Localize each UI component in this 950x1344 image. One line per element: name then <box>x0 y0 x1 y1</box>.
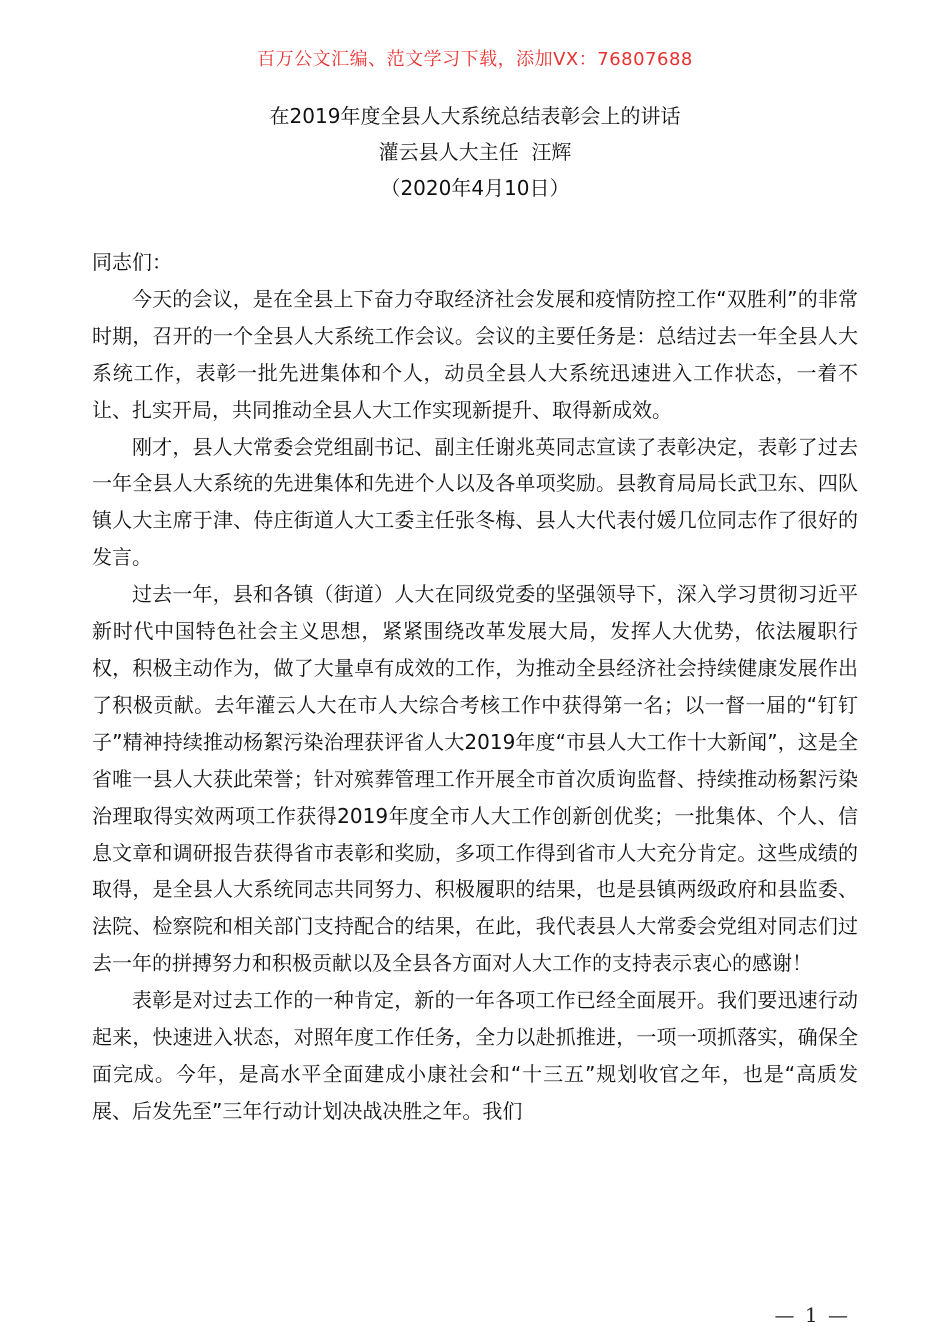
promo-banner: 百万公文汇编、范文学习下载，添加VX：76807688 <box>257 49 693 70</box>
speech-title: 在2019年度全县人大系统总结表彰会上的讲话 <box>269 104 681 128</box>
date-line: （2020年4月10日） <box>380 176 570 200</box>
paragraph: 今天的会议，是在全县上下奋力夺取经济社会发展和疫情防控工作“双胜利”的非常时期，召开的一个全县人大系统工作会议。会议的主要任务是：总结过去一年全县人大系统工作，表彰一批先进集体和个人，动员全县人大系统迅速进入工作状态，一着不让、扎实开局，共同推动全县人大工作实现新提升、取得新成效。 <box>92 286 858 422</box>
speech-body <box>92 244 858 1130</box>
greeting: 同志们： <box>92 250 172 274</box>
speaker-line: 灌云县人大主任 汪辉 <box>378 140 572 164</box>
page-number: — 1 — <box>774 1303 850 1327</box>
paragraph: 刚才，县人大常委会党组副书记、副主任谢兆英同志宣读了表彰决定，表彰了过去一年全县人大系统的先进集体和先进个人以及各单项奖励。县教育局局长武卫东、四队镇人大主席于津、侍庄街道人大工委主任张冬梅、县人大代表付媛几位同志作了很好的发言。 <box>92 434 858 570</box>
paragraph: 过去一年，县和各镇（街道）人大在同级党委的坚强领导下，深入学习贯彻习近平新时代中国特色社会主义思想，紧紧围绕改革发展大局，发挥人大优势，依法履职行权，积极主动作为，做了大量卓有成效的工作，为推动全县经济社会持续健康发展作出了积极贡献。去年灌云人大在市人大综合考核工作中获得第一名；以一督一届的“钉钉子”精神持续推动杨絮污染治理获评省人大2019年度“市县人大工作十大新闻”，这是全省唯一县人大获此荣誉；针对殡葬管理工作开展全市首次质询监督、持续推动杨絮污染治理取得实效两项工作获得2019年度全市人大工作创新创优奖；一批集体、个人、信息文章和调研报告获得省市表彰和奖励，多项工作得到省市人大充分肯定。这些成绩的取得，是全县人大系统同志共同努力、积极履职的结果，也是县镇两级政府和县监委、法院、检察院和相关部门支持配合的结果，在此，我代表县人大常委会党组对同志们过去一年的拼搏努力和积极贡献以及全县各方面对人大工作的支持表示衷心的感谢！ <box>92 582 858 976</box>
paragraph: 表彰是对过去工作的一种肯定，新的一年各项工作已经全面展开。我们要迅速行动起来，快速进入状态，对照年度工作任务，全力以赴抓推进，一项一项抓落实，确保全面完成。今年，是高水平全面建成小康社会和“十三五”规划收官之年，也是“高质发展、后发先至”三年行动计划决战决胜之年。我们 <box>92 988 858 1123</box>
title-block <box>0 98 950 206</box>
